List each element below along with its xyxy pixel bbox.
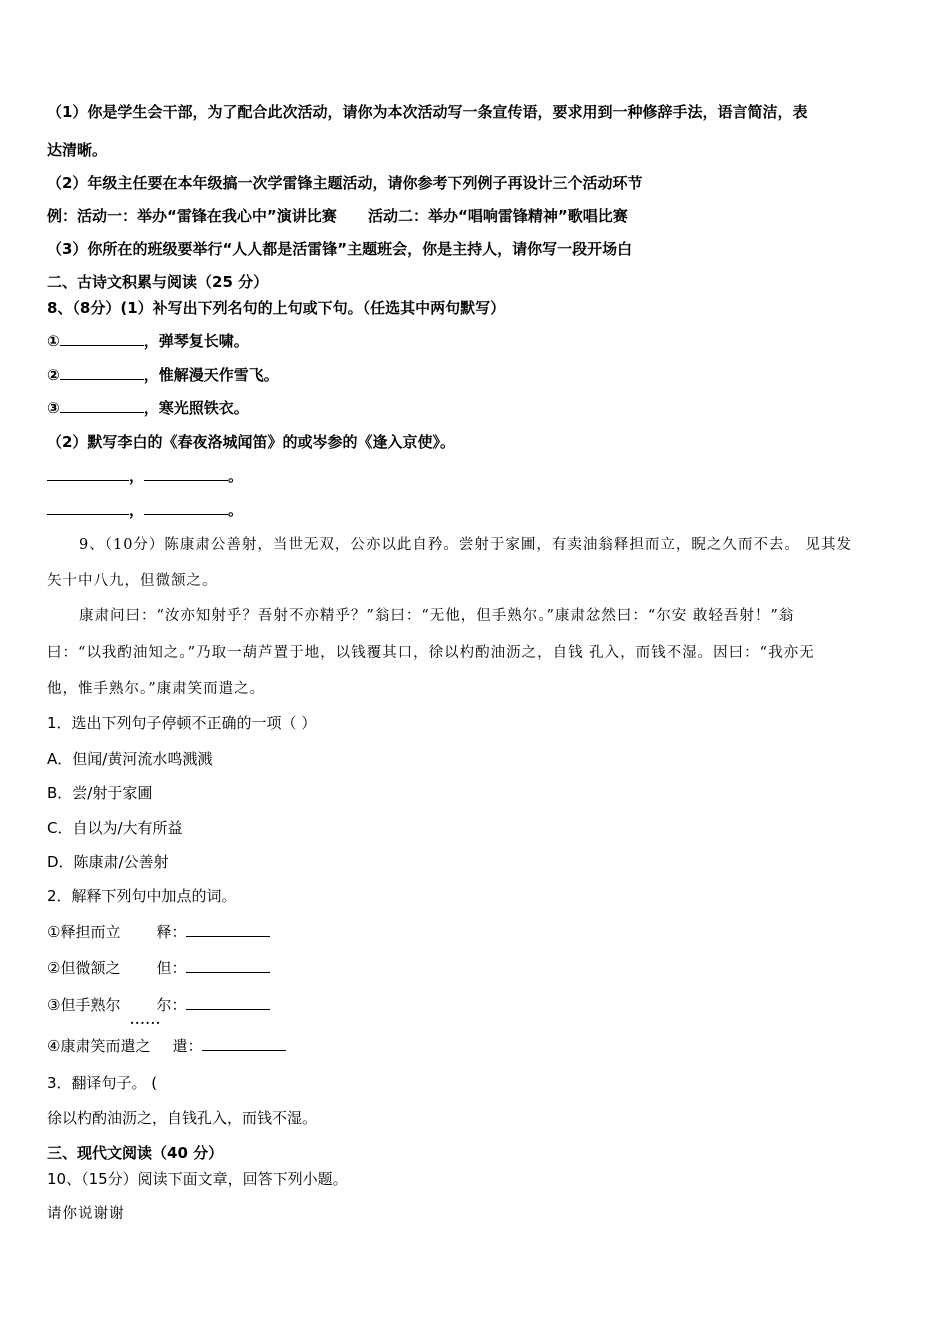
passage-p1-line-2: 矢十中八九，但微颔之。 <box>47 573 218 589</box>
passage-p2-line-2: 曰：“以我酌油知之。”乃取一葫芦置于地，以钱覆其口，徐以杓酌油沥之，自钱 孔入，而钱不湿。因曰：“我亦无 <box>47 645 815 661</box>
period: 。 <box>228 467 244 485</box>
article-title: 请你说谢谢 <box>47 1206 125 1222</box>
example-line: 例：活动一：举办“雷锋在我心中”演讲比赛 活动二：举办“唱响雷锋精神”歌唱比赛 <box>47 207 628 225</box>
word-4-number: ④ <box>47 1037 61 1055</box>
poem-blank-line-1 <box>47 466 243 486</box>
emphasis-dots: ...... <box>130 1013 162 1027</box>
passage-p2-line-3: 他，惟手熟尔。”康肃笑而遣之。 <box>47 681 266 697</box>
fill-line-1 <box>47 331 249 351</box>
comma: ， <box>129 501 145 519</box>
comma: ， <box>129 467 145 485</box>
word-2-label: 但： <box>156 959 187 977</box>
question-8-part-2: （2）默写李白的《春夜洛城闻笛》的或岑参的《逢入京使》。 <box>47 433 455 451</box>
fill-line-3 <box>47 398 249 418</box>
question-8-title: 8、（8分）(1）补写出下列名句的上句或下句。（任选其中两句默写） <box>47 299 506 317</box>
sub-question-2: 2．解释下列句中加点的词。 <box>47 887 237 905</box>
option-a[interactable]: A．但闻/黄河流水鸣溅溅 <box>47 750 213 768</box>
question-10-title: 10、（15分）阅读下面文章，回答下列小题。 <box>47 1170 348 1188</box>
fill-3-text: ，寒光照铁衣。 <box>143 399 249 417</box>
answer-blank[interactable] <box>202 1036 286 1051</box>
word-3-number: ③ <box>47 996 61 1014</box>
fill-line-2 <box>47 365 279 385</box>
word-4-phrase: 康肃笑而遣之 <box>60 1037 151 1055</box>
sub-question-1: 1．选出下列句子停顿不正确的一项（ ） <box>47 714 317 732</box>
answer-blank[interactable] <box>60 398 144 413</box>
word-item-4 <box>47 1036 286 1056</box>
question-3: （3）你所在的班级要举行“人人都是活雷锋”主题班会，你是主持人，请你写一段开场白 <box>47 240 633 258</box>
fill-1-number: ① <box>47 332 60 350</box>
word-3-label: 尔： <box>156 996 187 1014</box>
option-b[interactable]: B．尝/射于家圃 <box>47 784 153 802</box>
option-d[interactable]: D．陈康肃/公善射 <box>47 853 169 871</box>
fill-3-number: ③ <box>47 399 60 417</box>
answer-blank[interactable] <box>186 995 270 1010</box>
answer-blank[interactable] <box>186 922 270 937</box>
passage-p2-line-1: 康肃问曰：“汝亦知射乎？吾射不亦精乎？”翁曰：“无他，但手熟尔。”康肃忿然曰：“尔安 敢轻吾射！”翁 <box>79 608 795 624</box>
fill-2-number: ② <box>47 366 60 384</box>
section-2-heading: 二、古诗文积累与阅读（25 分） <box>47 273 269 291</box>
word-item-2 <box>47 958 270 978</box>
poem-blank-line-2 <box>47 500 243 520</box>
answer-blank[interactable] <box>47 466 129 481</box>
question-1-line-2: 达清晰。 <box>47 141 108 159</box>
word-item-3 <box>47 995 270 1015</box>
answer-blank[interactable] <box>60 331 144 346</box>
word-3-phrase: 但手熟尔 <box>60 996 121 1014</box>
question-1-line-1: （1）你是学生会干部，为了配合此次活动，请你为本次活动写一条宣传语，要求用到一种修辞手法，语言简洁，表 <box>47 103 808 121</box>
word-2-phrase: 但微颔之 <box>60 959 121 977</box>
word-1-label: 释： <box>156 923 187 941</box>
sub-question-3: 3．翻译句子。 ( <box>47 1074 158 1092</box>
answer-blank[interactable] <box>186 958 270 973</box>
word-1-number: ① <box>47 923 61 941</box>
option-c[interactable]: C．自以为/大有所益 <box>47 819 183 837</box>
word-item-1 <box>47 922 270 942</box>
word-2-number: ② <box>47 959 61 977</box>
fill-2-text: ，惟解漫天作雪飞。 <box>143 366 279 384</box>
question-2: （2）年级主任要在本年级搞一次学雷锋主题活动，请你参考下列例子再设计三个活动环节 <box>47 174 643 192</box>
section-3-heading: 三、现代文阅读（40 分） <box>47 1144 224 1162</box>
word-4-label: 遣： <box>172 1037 203 1055</box>
answer-blank[interactable] <box>47 500 129 515</box>
answer-blank[interactable] <box>60 365 144 380</box>
answer-blank[interactable] <box>144 466 228 481</box>
answer-blank[interactable] <box>144 500 228 515</box>
period: 。 <box>228 501 244 519</box>
translation-sentence: 徐以杓酌油沥之，自钱孔入，而钱不湿。 <box>47 1109 318 1127</box>
fill-1-text: ，弹琴复长啸。 <box>143 332 249 350</box>
passage-p1-line-1: 9、（10分）陈康肃公善射，当世无双，公亦以此自矜。尝射于家圃，有卖油翁释担而立，睨之久而不去。 见其发 <box>79 537 853 553</box>
word-1-phrase: 释担而立 <box>60 923 121 941</box>
